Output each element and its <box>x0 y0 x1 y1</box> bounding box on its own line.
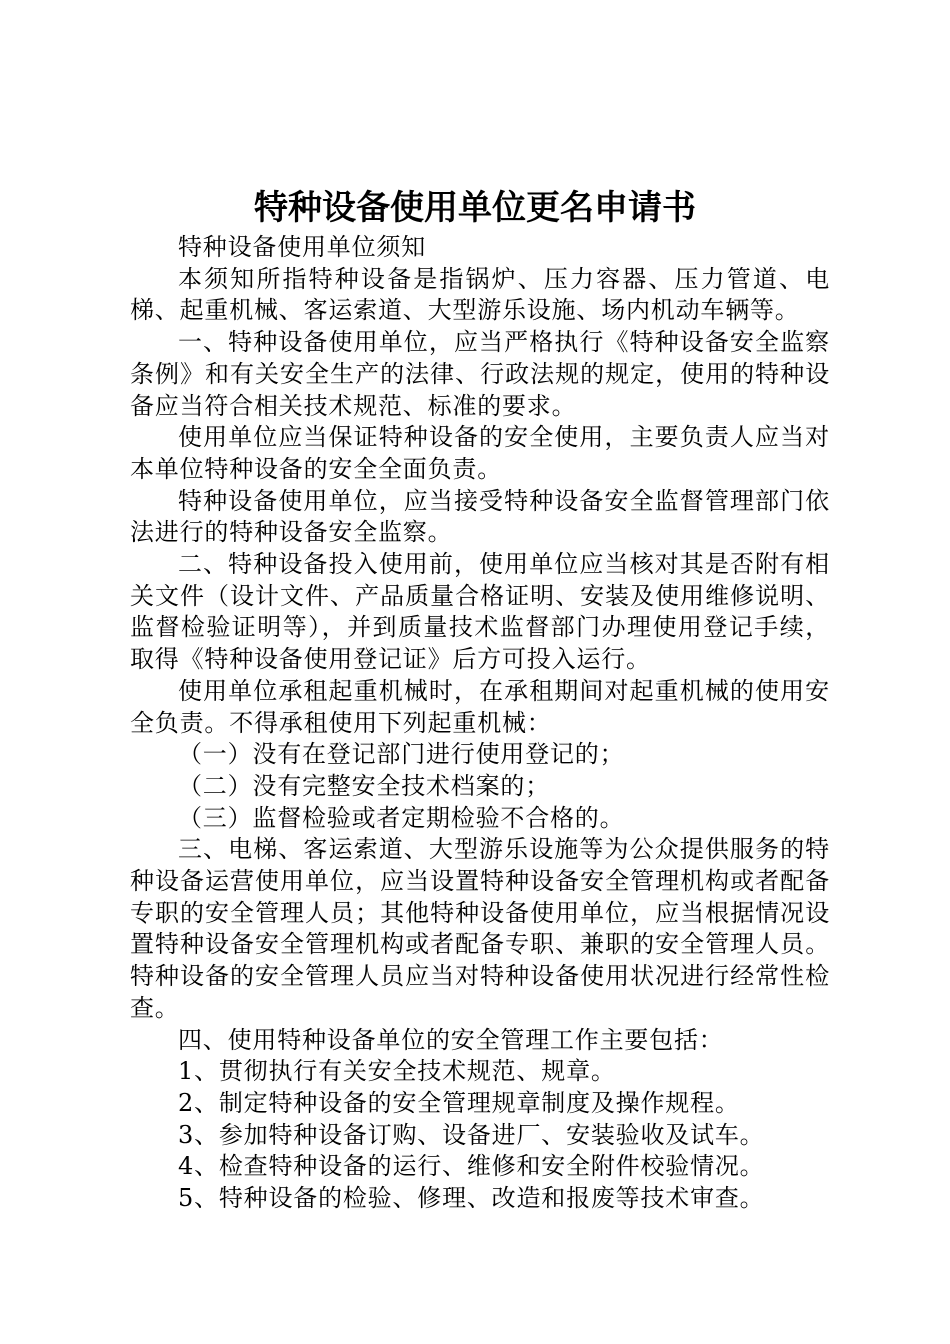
list-item-duty-2: 2、制定特种设备的安全管理规章制度及操作规程。 <box>178 1088 740 1117</box>
list-item-lease-2: （二）没有完整安全技术档案的； <box>178 771 550 800</box>
list-item-duty-1: 1、贯彻执行有关安全技术规范、规章。 <box>178 1057 616 1086</box>
list-item-duty-3: 3、参加特种设备订购、设备进厂、安装验收及试车。 <box>178 1120 765 1149</box>
list-item-lease-3: （三）监督检验或者定期检验不合格的。 <box>178 803 625 832</box>
paragraph-section-4: 四、使用特种设备单位的安全管理工作主要包括： <box>178 1025 724 1054</box>
paragraph-section-2: 二、特种设备投入使用前，使用单位应当核对其是否附有相关文件（设计文件、产品质量合格证明、安装及使用维修说明、监督检验证明等），并到质量技术监督部门办理使用登记手续，取得《特种设备使用登记证》后方可投入运行。 <box>130 550 830 674</box>
paragraph-section-1: 一、特种设备使用单位，应当严格执行《特种设备安全监察条例》和有关安全生产的法律、行政法规的规定，使用的特种设备应当符合相关技术规范、标准的要求。 <box>130 328 830 420</box>
paragraph-responsibility: 使用单位应当保证特种设备的安全使用，主要负责人应当对本单位特种设备的安全全面负责。 <box>130 423 830 483</box>
paragraph-section-3: 三、电梯、客运索道、大型游乐设施等为公众提供服务的特种设备运营使用单位，应当设置特种设备安全管理机构或者配备专职的安全管理人员；其他特种设备使用单位，应当根据情况设置特种设备安全管理机构或者配备专职、兼职的安全管理人员。特种设备的安全管理人员应当对特种设备使用状况进行经常性检查。 <box>130 835 830 1022</box>
list-item-duty-5: 5、特种设备的检验、修理、改造和报废等技术审查。 <box>178 1184 765 1213</box>
list-item-lease-1: （一）没有在登记部门进行使用登记的； <box>178 740 625 769</box>
paragraph-supervision: 特种设备使用单位，应当接受特种设备安全监督管理部门依法进行的特种设备安全监察。 <box>130 486 830 547</box>
document-title: 特种设备使用单位更名申请书 <box>254 188 696 228</box>
document-body <box>130 232 830 1215</box>
paragraph-leasing: 使用单位承租起重机械时，在承租期间对起重机械的使用安全负责。不得承租使用下列起重机械： <box>130 676 830 737</box>
paragraph-notice-heading: 特种设备使用单位须知 <box>178 233 426 261</box>
list-item-duty-4: 4、检查特种设备的运行、维修和安全附件校验情况。 <box>178 1152 765 1181</box>
paragraph-scope: 本须知所指特种设备是指锅炉、压力容器、压力管道、电梯、起重机械、客运索道、大型游乐设施、场内机动车辆等。 <box>130 264 830 325</box>
